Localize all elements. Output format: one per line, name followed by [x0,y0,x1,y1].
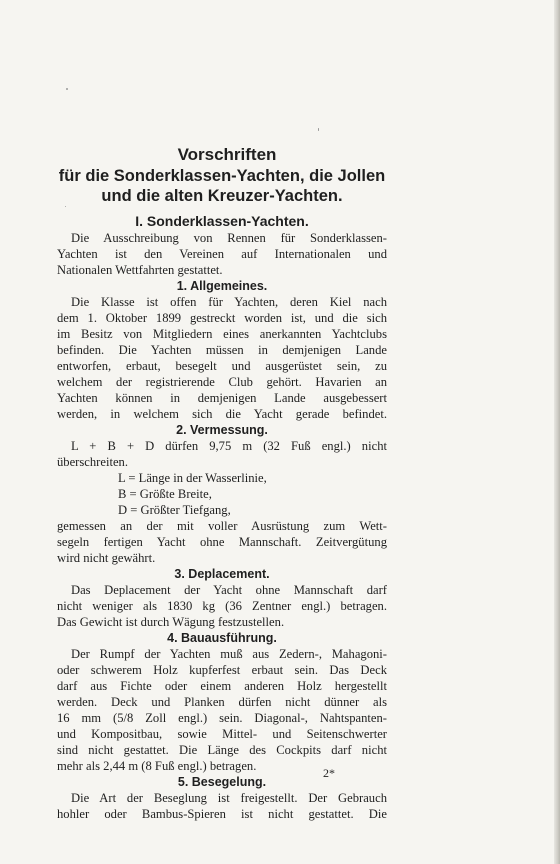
document-page [57,144,387,822]
page-edge [554,0,560,864]
title-line-2: für die Sonderklassen-Yachten, die Jollen [58,167,386,185]
text-line: befinden. Die Yachten müssen in demjenigen Lande [57,343,387,357]
page-number: 2* [323,766,335,780]
formula-line: L = Länge in der Wasserlinie, [118,471,267,485]
intro-paragraph [57,230,387,278]
text-line: Die Klasse ist offen für Yachten, deren Kiel nach [71,295,387,309]
text-line: Yachten ist den Vereinen auf Internationalen und [57,247,387,261]
paper-speck [66,88,68,90]
document-title [57,144,387,207]
section-heading-bauausfuehrung: 4. Bauausführung. [167,631,277,645]
text-line: Der Rumpf der Yachten muß aus Zedern-, Mahagoni- [71,647,387,661]
section-heading-vermessung: 2. Vermessung. [176,423,268,437]
text-line: L + B + D dürfen 9,75 m (32 Fuß engl.) nicht [71,439,387,453]
text-line: Das Deplacement der Yacht ohne Mannschaft darf [71,583,387,597]
title-line-3: und die alten Kreuzer-Yachten. [101,187,343,205]
section-text-vermessung [57,438,387,566]
title-line-1: Vorschriften [177,145,277,164]
text-line: überschreiten. [57,455,128,469]
text-line: Die Ausschreibung von Rennen für Sonderklassen- [71,231,387,245]
section-text-bauausfuehrung [57,646,387,774]
text-line: oder schwerem Holz kupferfest erbaut sein. Das Deck [57,663,387,677]
formula-line: B = Größte Breite, [118,487,212,501]
text-line: hohler oder Bambus-Spieren ist nicht gestattet. Die [57,807,387,821]
text-line: Yachten können in demjenigen Lande ausgebessert [57,391,387,405]
text-line: wird nicht gewährt. [57,551,156,565]
section-heading-allgemeines: 1. Allgemeines. [176,279,268,293]
paper-speck [318,128,319,131]
section-text-deplacement [57,582,387,630]
formula-line: D = Größter Tiefgang, [118,503,231,517]
section-text-allgemeines [57,294,387,422]
text-line: 16 mm (5/8 Zoll engl.) sein. Diagonal-, Nahtspanten- [57,711,387,725]
text-line: nicht weniger als 1830 kg (36 Zentner engl.) betragen. [57,599,387,613]
section-heading-besegelung: 5. Besegelung. [177,775,267,789]
text-line: und Kompositbau, sowie Mittel- und Seitenschwerter [57,727,387,741]
text-line: segeln fertigen Yacht ohne Mannschaft. Zeitvergütung [57,535,387,549]
text-line: dem 1. Oktober 1899 gestreckt worden ist, und die sich [57,311,387,325]
text-line: entworfen, erbaut, besegelt und ausgerüstet sein, zu [57,359,387,373]
part-heading: I. Sonderklassen-Yachten. [135,213,309,229]
section-heading-deplacement: 3. Deplacement. [174,567,270,581]
text-line: im Besitz von Mitgliedern eines anerkannten Yachtclubs [57,327,387,341]
text-line: mehr als 2,44 m (8 Fuß engl.) betragen. [57,759,257,773]
text-line: Das Gewicht ist durch Wägung festzustellen. [57,615,285,629]
section-text-besegelung [57,790,387,822]
text-line: Nationalen Wettfahrten gestattet. [57,263,223,277]
text-line: darf aus Fichte oder einem anderen Holz hergestellt [57,679,387,693]
text-line: Die Art der Beseglung ist freigestellt. Der Gebrauch [71,791,387,805]
text-line: werden. Deck und Planken dürfen nicht dünner als [57,695,387,709]
text-line: sind nicht gestattet. Die Länge des Cockpits darf nicht [57,743,387,757]
text-line: welchem der registrierende Club gehört. Havarien an [57,375,387,389]
text-line: werden, in welchem sich die Yacht gerade befindet. [57,407,387,421]
text-line: gemessen an der mit voller Ausrüstung zum Wett- [57,519,387,533]
